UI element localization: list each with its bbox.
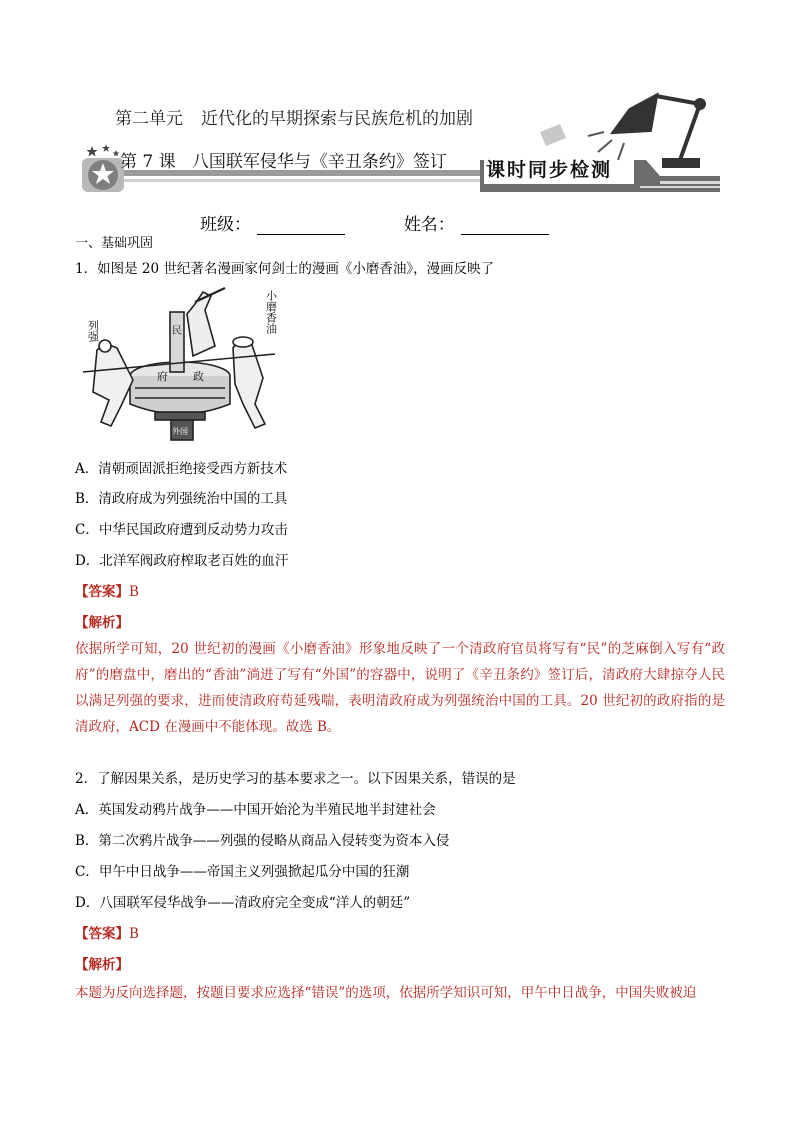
star-badge-icon <box>82 144 124 192</box>
cartoon-label-oil: 小磨香油 <box>264 290 278 334</box>
answer-label: 【答案】 <box>75 926 129 942</box>
q2-analysis-text: 本题为反向选择题，按题目要求应选择“错误”的选项，依据所学知识可知，甲午中日战争，中国失败被迫 <box>75 985 697 1001</box>
answer-value: B <box>129 584 139 600</box>
cartoon-label-foreign: 外国 <box>172 427 188 436</box>
q2-option-d[interactable]: D．八国联军侵华战争——清政府完全变成“洋人的朝廷” <box>75 895 411 911</box>
q2-option-b[interactable]: B．第二次鸦片战争——列强的侵略从商品入侵转变为资本入侵 <box>75 833 450 849</box>
q1-option-b[interactable]: B．清政府成为列强统治中国的工具 <box>75 491 288 507</box>
q1-analysis-label: 【解析】 <box>75 615 129 631</box>
lesson-title <box>120 147 447 172</box>
q2-analysis-label: 【解析】 <box>75 957 129 973</box>
q1-option-a[interactable]: A．清朝顽固派拒绝接受西方新技术 <box>75 461 288 477</box>
section-title: 一、基础巩固 <box>75 236 154 251</box>
q2-option-a[interactable]: A．英国发动鸦片战争——中国开始沦为半殖民地半封建社会 <box>75 802 436 818</box>
class-field[interactable] <box>257 218 345 235</box>
q1-analysis-text: 依据所学可知，20 世纪初的漫画《小磨香油》形象地反映了一个清政府官员将写有“民”的芝麻倒入写有“政府”的磨盘中，磨出的“香油”淌进了写有“外国”的容器中，说明了《辛丑条约》签订后，清政府大肆掠夺人民以满足列强的要求，进而使清政府苟延残喘，表明清政府成为列强统治中国的工具。20 世纪初的政府指的是清政府，ACD 在漫画中不能体现。故选 B。 <box>75 641 725 735</box>
cartoon-image <box>75 284 290 444</box>
unit-title <box>115 104 473 129</box>
q2-answer <box>75 922 139 942</box>
answer-value: B <box>129 926 139 942</box>
cartoon-label-people: 民 <box>172 326 182 337</box>
question-1-stem: 1．如图是 20 世纪著名漫画家何剑士的漫画《小磨香油》，漫画反映了 <box>75 261 495 277</box>
name-label: 姓名： <box>403 215 455 235</box>
q2-option-c[interactable]: C．甲午中日战争——帝国主义列强掀起瓜分中国的狂潮 <box>75 864 410 880</box>
desk-lamp-icon <box>614 96 704 166</box>
cartoon-label-powers: 列强 <box>86 320 100 342</box>
q1-answer <box>75 580 139 600</box>
q1-option-c[interactable]: C．中华民国政府遭到反动势力攻击 <box>75 522 288 538</box>
unit-label: 第二单元 <box>115 109 183 129</box>
student-info-fields <box>200 210 549 235</box>
unit-name: 近代化的早期探索与民族危机的加剧 <box>201 109 473 129</box>
answer-label: 【答案】 <box>75 584 129 600</box>
lesson-name: 八国联军侵华与《辛丑条约》签订 <box>191 152 447 172</box>
lesson-label: 第 7 课 <box>120 152 176 172</box>
class-label: 班级： <box>200 215 251 235</box>
question-2-stem: 2．了解因果关系，是历史学习的基本要求之一。以下因果关系，错误的是 <box>75 771 516 787</box>
name-field[interactable] <box>461 218 549 235</box>
cartoon-label-fu: 府 <box>157 370 168 383</box>
folded-paper <box>540 124 566 146</box>
q1-option-d[interactable]: D．北洋军阀政府榨取老百姓的血汗 <box>75 553 289 569</box>
cartoon-label-zheng: 政 <box>193 370 204 383</box>
banner-text: 课时同步检测 <box>486 159 613 181</box>
